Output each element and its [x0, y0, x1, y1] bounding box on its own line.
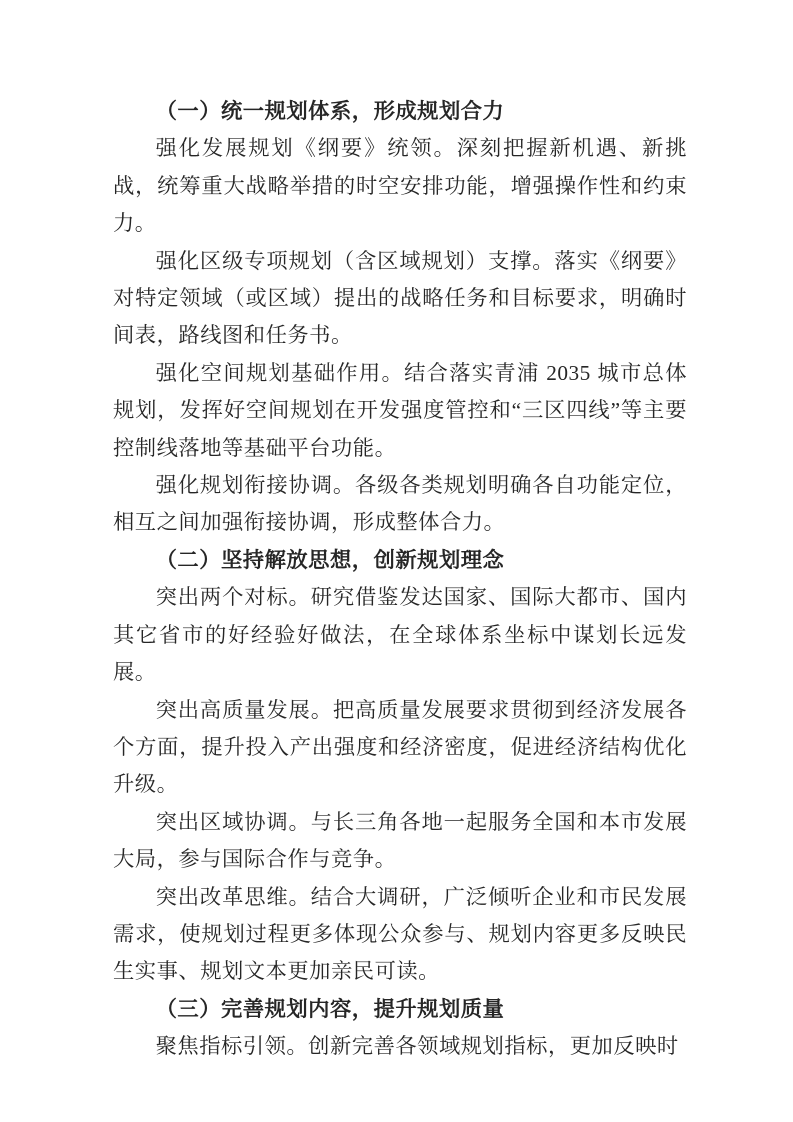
body-paragraph: 突出改革思维。结合大调研，广泛倾听企业和市民发展需求，使规划过程更多体现公众参与、规划内容更多反映民生实事、规划文本更加亲民可读。 — [113, 884, 687, 984]
document-body — [113, 93, 687, 1066]
body-paragraph: 突出高质量发展。把高质量发展要求贯彻到经济发展各个方面，提升投入产出强度和经济密度，促进经济结构优化升级。 — [113, 697, 687, 797]
section-heading: （一）统一规划体系，形成规划合力 — [155, 99, 505, 123]
body-paragraph: 强化空间规划基础作用。结合落实青浦 2035 城市总体规划，发挥好空间规划在开发强度管控和“三区四线”等主要控制线落地等基础平台功能。 — [113, 360, 687, 460]
body-paragraph: 突出两个对标。研究借鉴发达国家、国际大都市、国内其它省市的好经验好做法，在全球体系坐标中谋划长远发展。 — [113, 585, 687, 685]
body-paragraph: 聚焦指标引领。创新完善各领域规划指标，更加反映时 — [155, 1034, 679, 1059]
body-paragraph: 强化规划衔接协调。各级各类规划明确各自功能定位，相互之间加强衔接协调，形成整体合力。 — [113, 473, 687, 535]
body-paragraph: 强化发展规划《纲要》统领。深刻把握新机遇、新挑战，统筹重大战略举措的时空安排功能，增强操作性和约束力。 — [113, 136, 687, 236]
section-heading: （三）完善规划内容，提升规划质量 — [155, 996, 505, 1021]
body-paragraph: 强化区级专项规划（含区域规划）支撑。落实《纲要》对特定领域（或区域）提出的战略任务和目标要求，明确时间表，路线图和任务书。 — [113, 248, 687, 348]
body-paragraph: 突出区域协调。与长三角各地一起服务全国和本市发展大局，参与国际合作与竞争。 — [113, 809, 687, 872]
section-heading: （二）坚持解放思想，创新规划理念 — [155, 547, 505, 572]
